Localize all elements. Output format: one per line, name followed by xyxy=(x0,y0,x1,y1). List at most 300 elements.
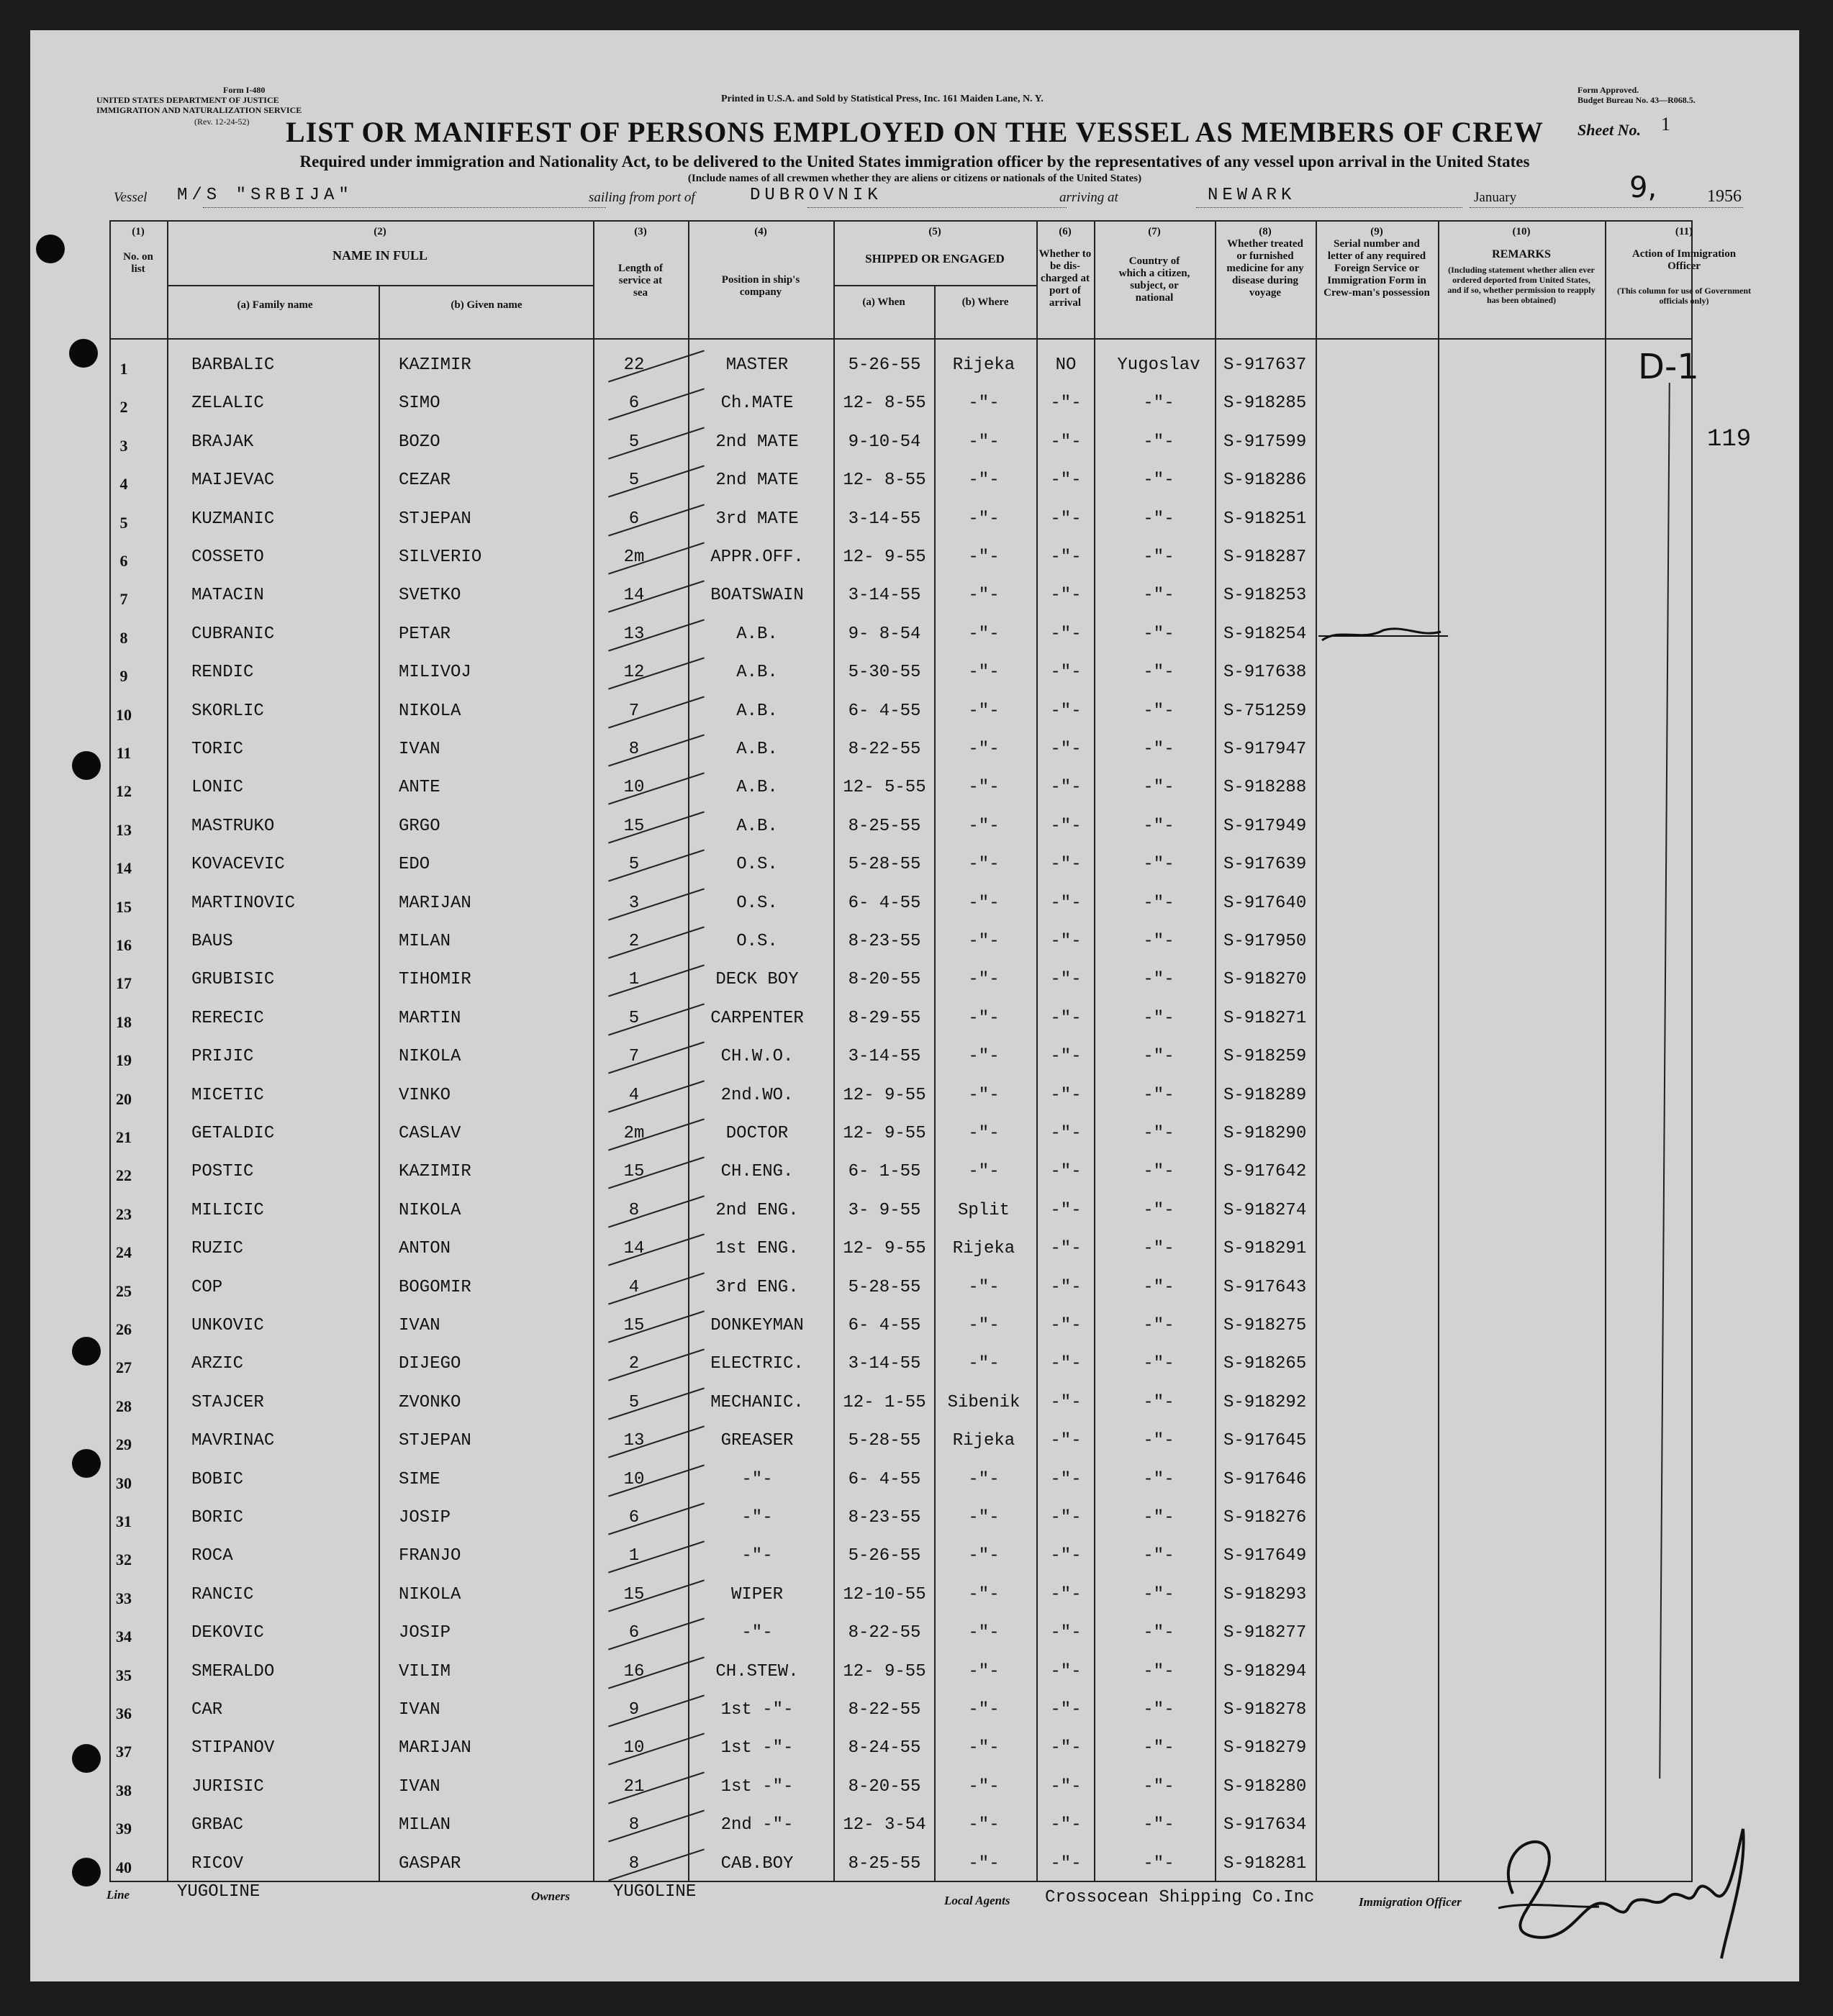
given-name: IVAN xyxy=(399,1700,440,1720)
discharged-flag: -"- xyxy=(1050,1277,1082,1297)
shipped-where: -"- xyxy=(968,1584,1000,1604)
discharged-flag: -"- xyxy=(1050,740,1082,759)
service-length: 3 xyxy=(628,893,640,913)
given-name: TIHOMIR xyxy=(399,970,471,990)
col-number: (8) xyxy=(1259,226,1272,237)
family-name: ROCA xyxy=(191,1546,233,1566)
given-name: MARIJAN xyxy=(399,893,471,913)
discharged-flag: -"- xyxy=(1050,624,1082,644)
table-row xyxy=(109,961,1693,999)
shipped-where: -"- xyxy=(968,1162,1000,1182)
agents-label: Local Agents xyxy=(944,1894,1010,1907)
citizenship: -"- xyxy=(1143,932,1175,951)
medical-serial: S-918290 xyxy=(1223,1124,1307,1143)
row-number: 3 xyxy=(119,436,128,455)
ship-position: ELECTRIC. xyxy=(710,1354,804,1374)
medical-serial: S-918254 xyxy=(1223,624,1307,644)
col-number: (5) xyxy=(928,226,941,237)
row-number: 31 xyxy=(116,1512,132,1530)
discharged-flag: -"- xyxy=(1050,586,1082,606)
medical-serial: S-918293 xyxy=(1223,1584,1307,1604)
citizenship: Yugoslav xyxy=(1117,355,1200,375)
discharged-flag: -"- xyxy=(1050,701,1082,721)
ship-position: WIPER xyxy=(730,1584,783,1604)
form-number: Form I-480 xyxy=(223,85,266,95)
service-length: 13 xyxy=(623,624,645,644)
family-name: LONIC xyxy=(191,778,244,798)
discharged-flag: -"- xyxy=(1050,1316,1082,1335)
col-header-action-note: (This column for use of Government officials only) xyxy=(1616,286,1752,306)
shipped-where: -"- xyxy=(968,663,1000,683)
service-length: 10 xyxy=(623,1738,645,1758)
medical-serial: S-917638 xyxy=(1223,663,1307,683)
citizenship: -"- xyxy=(1143,1162,1175,1182)
shipped-when: 9- 8-54 xyxy=(848,624,921,644)
shipped-where: -"- xyxy=(968,1354,1000,1374)
medical-serial: S-918271 xyxy=(1223,1008,1307,1028)
shipped-when: 12- 9-55 xyxy=(843,1661,926,1681)
discharged-flag: -"- xyxy=(1050,778,1082,798)
medical-serial: S-918253 xyxy=(1223,586,1307,606)
row-number: 20 xyxy=(116,1089,132,1108)
service-length: 5 xyxy=(628,855,640,875)
citizenship: -"- xyxy=(1143,1239,1175,1259)
row-number: 17 xyxy=(116,974,132,993)
citizenship: -"- xyxy=(1143,1853,1175,1874)
col-header-remarks-note: (Including statement whether alien ever ordered deported from United States, and if so, whether permission to reapply has been obtained) xyxy=(1447,265,1596,305)
shipped-when: 8-25-55 xyxy=(848,816,921,836)
medical-serial: S-918289 xyxy=(1223,1085,1307,1105)
shipped-where: -"- xyxy=(968,1047,1000,1067)
family-name: MATACIN xyxy=(191,586,264,606)
col-number: (1) xyxy=(132,226,145,237)
shipped-where: -"- xyxy=(968,701,1000,721)
given-name: NIKOLA xyxy=(399,1047,461,1067)
citizenship: -"- xyxy=(1143,471,1175,491)
shipped-when: 12- 8-55 xyxy=(843,471,926,491)
discharged-flag: -"- xyxy=(1050,1047,1082,1067)
ship-position: -"- xyxy=(741,1546,773,1566)
row-number: 16 xyxy=(116,936,132,954)
row-number: 7 xyxy=(119,590,128,609)
family-name: MASTRUKO xyxy=(191,816,275,836)
ship-position: A.B. xyxy=(736,816,778,836)
citizenship: -"- xyxy=(1143,432,1175,452)
table-row xyxy=(109,1230,1693,1268)
service-length: 13 xyxy=(623,1431,645,1451)
shipped-where: -"- xyxy=(968,970,1000,990)
table-row xyxy=(109,1576,1693,1615)
ship-position: 1st -"- xyxy=(720,1738,794,1758)
table-row xyxy=(109,1615,1693,1653)
ship-position: O.S. xyxy=(736,855,778,875)
shipped-when: 8-25-55 xyxy=(848,1853,921,1874)
medical-serial: S-918285 xyxy=(1223,394,1307,414)
medical-serial: S-918286 xyxy=(1223,471,1307,491)
shipped-where: -"- xyxy=(968,1661,1000,1681)
shipped-where: -"- xyxy=(968,1316,1000,1335)
shipped-where: -"- xyxy=(968,548,1000,567)
ship-position: A.B. xyxy=(736,701,778,721)
service-length: 4 xyxy=(628,1277,640,1297)
table-row xyxy=(109,885,1693,923)
discharged-flag: -"- xyxy=(1050,663,1082,683)
medical-serial: S-917637 xyxy=(1223,355,1307,375)
shipped-when: 12-10-55 xyxy=(843,1584,926,1604)
given-name: ANTON xyxy=(399,1239,451,1259)
family-name: CAR xyxy=(191,1700,223,1720)
table-row xyxy=(109,846,1693,884)
date-year: 1956 xyxy=(1707,187,1742,206)
medical-serial: S-917599 xyxy=(1223,432,1307,452)
table-row xyxy=(109,1269,1693,1307)
family-name: RANCIC xyxy=(191,1584,254,1604)
sheet-number: 1 xyxy=(1661,114,1670,135)
medical-serial: S-918270 xyxy=(1223,970,1307,990)
discharged-flag: -"- xyxy=(1050,509,1082,529)
given-name: IVAN xyxy=(399,1776,440,1797)
family-name: SKORLIC xyxy=(191,701,264,721)
col-header-remarks: REMARKS xyxy=(1492,248,1551,260)
row-number: 12 xyxy=(116,782,132,801)
family-name: GRBAC xyxy=(191,1815,244,1835)
table-row xyxy=(109,1730,1693,1768)
medical-serial: S-918279 xyxy=(1223,1738,1307,1758)
citizenship: -"- xyxy=(1143,1085,1175,1105)
date-month: January xyxy=(1474,190,1517,205)
given-name: JOSIP xyxy=(399,1508,451,1527)
service-length: 16 xyxy=(623,1661,645,1681)
row-number: 36 xyxy=(116,1704,132,1722)
shipped-when: 5-26-55 xyxy=(848,355,921,375)
row-number: 30 xyxy=(116,1474,132,1492)
family-name: STIPANOV xyxy=(191,1738,275,1758)
given-name: ZVONKO xyxy=(399,1392,461,1412)
table-row xyxy=(109,385,1693,423)
shipped-where: Rijeka xyxy=(952,1431,1015,1451)
discharged-flag: -"- xyxy=(1050,1469,1082,1489)
shipped-when: 12- 9-55 xyxy=(843,1239,926,1259)
row-number: 19 xyxy=(116,1051,132,1070)
family-name: MARTINOVIC xyxy=(191,893,296,913)
service-length: 5 xyxy=(628,1392,640,1412)
table-row xyxy=(109,1538,1693,1576)
given-name: SIMO xyxy=(399,394,440,414)
discharged-flag: -"- xyxy=(1050,1623,1082,1643)
col-number: (7) xyxy=(1148,226,1161,237)
col-number: (6) xyxy=(1059,226,1072,237)
medical-serial: S-918251 xyxy=(1223,509,1307,529)
row-number: 8 xyxy=(119,628,128,647)
col-header-medicine: Whether treated or furnished medicine for any disease during voyage xyxy=(1226,238,1304,299)
shipped-when: 6- 4-55 xyxy=(848,701,921,721)
shipped-where: -"- xyxy=(968,1085,1000,1105)
ship-position: A.B. xyxy=(736,778,778,798)
discharged-flag: -"- xyxy=(1050,1354,1082,1374)
given-name: PETAR xyxy=(399,624,451,644)
ship-position: A.B. xyxy=(736,740,778,759)
service-length: 9 xyxy=(628,1700,640,1720)
ship-position: DONKEYMAN xyxy=(710,1316,804,1335)
service-length: 5 xyxy=(628,471,640,491)
shipped-where: -"- xyxy=(968,1738,1000,1758)
col-number: (4) xyxy=(754,226,767,237)
service-length: 4 xyxy=(628,1085,640,1105)
manifest-page xyxy=(30,30,1799,1981)
ship-position: 3rd MATE xyxy=(715,509,799,529)
col-header-no: No. on list xyxy=(123,251,153,275)
medical-serial: S-918277 xyxy=(1223,1623,1307,1643)
row-number: 15 xyxy=(116,897,132,916)
shipped-when: 5-28-55 xyxy=(848,1277,921,1297)
shipped-when: 6- 4-55 xyxy=(848,1469,921,1489)
service-length: 7 xyxy=(628,1047,640,1067)
family-name: CUBRANIC xyxy=(191,624,275,644)
given-name: NIKOLA xyxy=(399,1200,461,1220)
citizenship: -"- xyxy=(1143,778,1175,798)
service-length: 5 xyxy=(628,1008,640,1028)
family-name: COSSETO xyxy=(191,548,264,567)
ship-position: BOATSWAIN xyxy=(710,586,804,606)
crew-table xyxy=(109,220,1752,1881)
table-row xyxy=(109,1845,1693,1884)
medical-serial: S-917950 xyxy=(1223,932,1307,951)
row-number: 37 xyxy=(116,1743,132,1761)
col-header-given: (b) Given name xyxy=(451,299,522,311)
table-row xyxy=(109,501,1693,539)
row-number: 25 xyxy=(116,1281,132,1300)
service-length: 2 xyxy=(628,1354,640,1374)
shipped-when: 9-10-54 xyxy=(848,432,921,452)
table-row xyxy=(109,1192,1693,1230)
discharged-flag: -"- xyxy=(1050,432,1082,452)
given-name: GASPAR xyxy=(399,1853,461,1874)
table-row xyxy=(109,693,1693,731)
given-name: SVETKO xyxy=(399,586,461,606)
medical-serial: S-751259 xyxy=(1223,701,1307,721)
discharged-flag: -"- xyxy=(1050,893,1082,913)
discharged-flag: -"- xyxy=(1050,1776,1082,1797)
citizenship: -"- xyxy=(1143,816,1175,836)
given-name: STJEPAN xyxy=(399,509,471,529)
sailing-port: DUBROVNIK xyxy=(750,186,882,205)
ship-position: APPR.OFF. xyxy=(710,548,804,567)
given-name: VINKO xyxy=(399,1085,451,1105)
given-name: SILVERIO xyxy=(399,548,482,567)
department-heading: UNITED STATES DEPARTMENT OF JUSTICE IMMIGRATION AND NATURALIZATION SERVICE xyxy=(96,95,302,115)
service-length: 14 xyxy=(623,1239,645,1259)
col-header-position: Position in ship's company xyxy=(721,274,800,298)
medical-serial: S-918280 xyxy=(1223,1776,1307,1797)
family-name: RENDIC xyxy=(191,663,254,683)
service-length: 15 xyxy=(623,1162,645,1182)
medical-serial: S-917947 xyxy=(1223,740,1307,759)
table-row xyxy=(109,731,1693,769)
ship-position: CH.STEW. xyxy=(715,1661,799,1681)
medical-serial: S-918294 xyxy=(1223,1661,1307,1681)
service-length: 8 xyxy=(628,1200,640,1220)
shipped-where: Split xyxy=(957,1200,1010,1220)
medical-serial: S-917645 xyxy=(1223,1431,1307,1451)
family-name: BARBALIC xyxy=(191,355,275,375)
table-row xyxy=(109,1422,1693,1461)
page-subtitle: Required under immigration and Nationality Act, to be delivered to the United States immigration officer by the representatives of any vessel upon arrival in the United States xyxy=(299,153,1530,171)
shipped-when: 5-28-55 xyxy=(848,1431,921,1451)
row-number: 18 xyxy=(116,1012,132,1031)
family-name: STAJCER xyxy=(191,1392,264,1412)
service-length: 8 xyxy=(628,1815,640,1835)
table-row xyxy=(109,1153,1693,1191)
ship-position: 1st -"- xyxy=(720,1776,794,1797)
ship-position: CAB.BOY xyxy=(720,1853,794,1874)
line-value: YUGOLINE xyxy=(177,1882,261,1902)
service-length: 14 xyxy=(623,586,645,606)
table-row xyxy=(109,1115,1693,1153)
arriving-label: arriving at xyxy=(1059,190,1118,205)
given-name: CEZAR xyxy=(399,471,451,491)
col-header-name: NAME IN FULL xyxy=(332,248,427,263)
shipped-when: 3-14-55 xyxy=(848,509,921,529)
table-row xyxy=(109,1807,1693,1845)
medical-serial: S-918259 xyxy=(1223,1047,1307,1067)
shipped-where: -"- xyxy=(968,1546,1000,1566)
citizenship: -"- xyxy=(1143,624,1175,644)
family-name: PRIJIC xyxy=(191,1047,254,1067)
row-number: 5 xyxy=(119,513,128,532)
given-name: VILIM xyxy=(399,1661,451,1681)
citizenship: -"- xyxy=(1143,1546,1175,1566)
shipped-when: 3-14-55 xyxy=(848,1047,921,1067)
given-name: GRGO xyxy=(399,816,440,836)
family-name: TORIC xyxy=(191,740,244,759)
table-row xyxy=(109,1345,1693,1384)
ship-position: DECK BOY xyxy=(715,970,799,990)
discharged-flag: -"- xyxy=(1050,1200,1082,1220)
medical-serial: S-917639 xyxy=(1223,855,1307,875)
punch-hole xyxy=(72,1449,101,1478)
vessel-name: M/S "SRBIJA" xyxy=(177,186,353,205)
discharged-flag: -"- xyxy=(1050,1392,1082,1412)
shipped-when: 8-24-55 xyxy=(848,1738,921,1758)
discharged-flag: -"- xyxy=(1050,548,1082,567)
sheet-label: Sheet No. xyxy=(1578,121,1641,139)
shipped-when: 6- 1-55 xyxy=(848,1162,921,1182)
vessel-label: Vessel xyxy=(114,190,148,205)
service-length: 6 xyxy=(628,1623,640,1643)
punch-hole xyxy=(36,235,65,263)
citizenship: -"- xyxy=(1143,1124,1175,1143)
budget-bureau: Budget Bureau No. 43—R068.5. xyxy=(1578,95,1696,105)
shipped-where: -"- xyxy=(968,1853,1000,1874)
row-number: 29 xyxy=(116,1435,132,1454)
discharged-flag: -"- xyxy=(1050,1546,1082,1566)
given-name: JOSIP xyxy=(399,1623,451,1643)
family-name: POSTIC xyxy=(191,1162,254,1182)
given-name: NIKOLA xyxy=(399,701,461,721)
ship-position: CARPENTER xyxy=(710,1008,804,1028)
ship-position: -"- xyxy=(741,1469,773,1489)
col-header-discharged: Whether to be dis-charged at port of arrival xyxy=(1038,248,1092,309)
shipped-when: 5-28-55 xyxy=(848,855,921,875)
citizenship: -"- xyxy=(1143,1700,1175,1720)
shipped-where: -"- xyxy=(968,1277,1000,1297)
table-row xyxy=(109,1000,1693,1038)
service-length: 10 xyxy=(623,778,645,798)
family-name: ZELALIC xyxy=(191,394,264,414)
punch-hole xyxy=(72,1337,101,1366)
family-name: COP xyxy=(191,1277,223,1297)
discharged-flag: -"- xyxy=(1050,394,1082,414)
shipped-where: -"- xyxy=(968,893,1000,913)
service-length: 2m xyxy=(623,548,645,567)
given-name: BOZO xyxy=(399,432,440,452)
given-name: SIME xyxy=(399,1469,440,1489)
shipped-where: -"- xyxy=(968,1469,1000,1489)
ship-position: 2nd -"- xyxy=(720,1815,794,1835)
given-name: CASLAV xyxy=(399,1124,461,1143)
medical-serial: S-918281 xyxy=(1223,1853,1307,1874)
medical-serial: S-917634 xyxy=(1223,1815,1307,1835)
service-length: 21 xyxy=(623,1776,645,1797)
shipped-when: 6- 4-55 xyxy=(848,893,921,913)
medical-serial: S-918291 xyxy=(1223,1239,1307,1259)
medical-serial: S-917646 xyxy=(1223,1469,1307,1489)
service-length: 8 xyxy=(628,740,640,759)
shipped-when: 12- 9-55 xyxy=(843,1085,926,1105)
ship-position: -"- xyxy=(741,1623,773,1643)
table-row xyxy=(109,1499,1693,1538)
ship-position: DOCTOR xyxy=(725,1124,789,1143)
ship-position: Ch.MATE xyxy=(720,394,794,414)
service-length: 15 xyxy=(623,816,645,836)
discharged-flag: -"- xyxy=(1050,1738,1082,1758)
shipped-where: -"- xyxy=(968,816,1000,836)
given-name: KAZIMIR xyxy=(399,355,471,375)
form-revision: (Rev. 12-24-52) xyxy=(194,117,250,127)
given-name: DIJEGO xyxy=(399,1354,461,1374)
row-number: 34 xyxy=(116,1627,132,1646)
row-number: 22 xyxy=(116,1166,132,1185)
ship-position: 2nd.WO. xyxy=(720,1085,794,1105)
col-header-action: Action of Immigration Officer xyxy=(1631,248,1737,272)
row-number: 4 xyxy=(119,475,128,494)
discharged-flag: NO xyxy=(1055,355,1077,375)
given-name: EDO xyxy=(399,855,430,875)
given-name: FRANJO xyxy=(399,1546,461,1566)
medical-serial: S-918287 xyxy=(1223,548,1307,567)
table-row xyxy=(109,424,1693,462)
col-number: (11) xyxy=(1675,226,1693,237)
medical-serial: S-918278 xyxy=(1223,1700,1307,1720)
service-length: 2 xyxy=(628,932,640,951)
col-header-family: (a) Family name xyxy=(237,299,313,311)
medical-serial: S-918288 xyxy=(1223,778,1307,798)
medical-serial: S-917642 xyxy=(1223,1162,1307,1182)
table-row xyxy=(109,1038,1693,1076)
row-number: 2 xyxy=(119,398,128,417)
citizenship: -"- xyxy=(1143,1738,1175,1758)
service-length: 15 xyxy=(623,1584,645,1604)
shipped-where: -"- xyxy=(968,1124,1000,1143)
service-length: 12 xyxy=(623,663,645,683)
discharged-flag: -"- xyxy=(1050,1700,1082,1720)
given-name: STJEPAN xyxy=(399,1431,471,1451)
ship-position: O.S. xyxy=(736,893,778,913)
shipped-when: 3-14-55 xyxy=(848,1354,921,1374)
family-name: GETALDIC xyxy=(191,1124,275,1143)
shipped-when: 8-29-55 xyxy=(848,1008,921,1028)
row-number: 35 xyxy=(116,1666,132,1684)
